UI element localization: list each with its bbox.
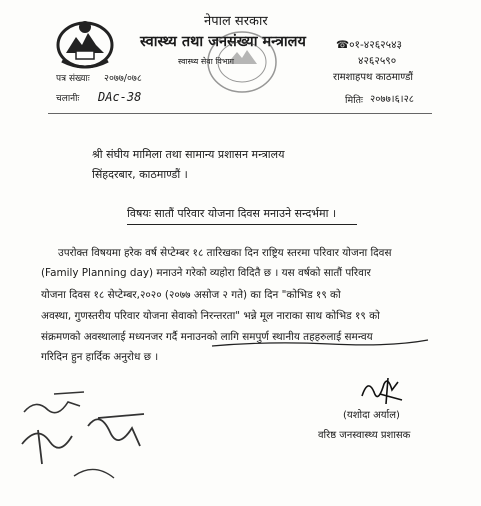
handwritten-signature (358, 374, 406, 408)
date-value: २०७७।६।२८ (370, 94, 414, 105)
recipient-line-2: सिंहदरबार, काठमाण्डौं । (92, 168, 188, 181)
body-line-5: संक्रमणको अवस्थालाई मध्यनजर गर्दै मनाउनको लागि समपुर्ण स्थानीय तहहरुलाई समन्वय (41, 331, 373, 343)
body-line-1: उपरोक्त विषयमा हरेक वर्ष सेप्टेम्बर १८ तारिखका दिन राष्ट्रिय स्तरमा परिवार योजना दिवस (58, 247, 392, 259)
body-line-6: गरिदिन हुन हार्दिक अनुरोध छ । (41, 351, 159, 363)
letter-no-label: पत्र संख्याः (56, 74, 90, 84)
handwritten-margin-note (14, 380, 174, 500)
pen-underline-mark (210, 336, 430, 350)
dispatch-no-value: DAc-38 (98, 90, 142, 104)
phone-number-1: ☎०१-४२६२५४३ (336, 39, 403, 51)
body-line-3: योजना दिवस १८ सेप्टेम्बर,२०२० (२०७७ असोज २ गते) का दिन "कोभिड १९ को (41, 289, 341, 301)
phone-number-2: ४२६२५९० (358, 55, 397, 67)
body-line-4: अवस्था, गुणस्तरीय परिवार योजना सेवाको निरन्तरता" भन्ने मूल नाराका साथ कोभिड १९ को (41, 310, 380, 322)
ministry-name: स्वास्थ्य तथा जनसंख्या मन्त्रालय (140, 33, 306, 50)
body-line-2: (Family Planning day) मनाउने गरेको व्यहोरा विदितै छ । यस वर्षको सातौं परिवार (41, 267, 371, 279)
recipient-line-1: श्री संघीय मामिला तथा सामान्य प्रशासन मन्त्रालय (92, 148, 285, 161)
signatory-name: (यशोदा अर्याल) (343, 410, 400, 421)
letter-no-value: २०७७/०७८ (104, 73, 142, 84)
office-stamp-icon (203, 26, 281, 98)
header-divider (48, 113, 432, 114)
signatory-title: वरिष्ठ जनस्वास्थ्य प्रशासक (318, 430, 411, 441)
dispatch-no-label: चलानीः (56, 94, 80, 104)
nepal-emblem-icon (54, 15, 116, 71)
office-address: रामशाहपथ काठमाण्डौं (333, 72, 413, 83)
subject-underline (127, 224, 357, 225)
government-name: नेपाल सरकार (204, 14, 268, 29)
subject-line: विषयः सातौं परिवार योजना दिवस मनाउने सन्दर्भमा । (127, 207, 337, 220)
department-name: स्वास्थ्य सेवा विभाग (178, 57, 235, 66)
date-label: मितिः (345, 95, 363, 106)
